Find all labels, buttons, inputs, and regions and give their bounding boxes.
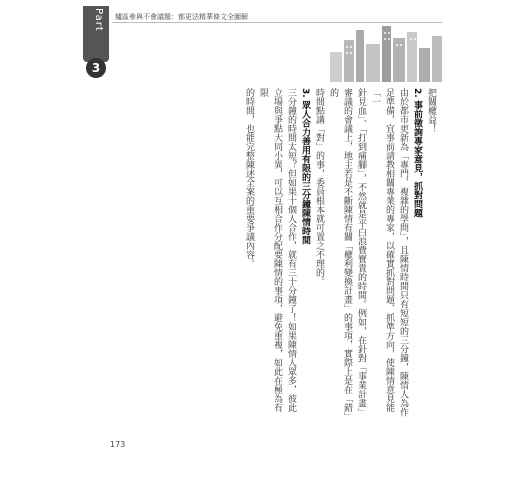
text-line: 把關權益！ — [426, 88, 436, 133]
text-line: 針見血」、「打到痛腳」，不然就是平白浪費寶貴的時間。例如，在針對「事業計畫」 — [356, 88, 366, 417]
section-heading: 3. 眾人合力善用有限的三分鐘陳情時間 — [300, 88, 310, 245]
text-line: 由於都市更新為「專門、複雜的學問」，且陳情時間只有短短的三分鐘，陳情人為作 — [398, 88, 408, 417]
text-line: 的時間，也能完整陳述全案的重要爭議內容。 — [244, 88, 254, 268]
body-text — [183, 88, 438, 418]
running-title: 爐區參與不會議題：都更法精華條文全圖解 — [115, 13, 248, 21]
city-skyline-illustration — [330, 22, 442, 82]
page-number: 173 — [110, 440, 126, 449]
text-line: 立場與爭點大同小異，可以互相合作分配要陳情的事項，避免重複，如此在極為有限 — [258, 88, 282, 412]
part-number-badge: 3 — [86, 58, 106, 78]
text-line: 足準備，宜事前請教相關專業的專家，以確實抓對問題、抓準方向，使陳情意見能「一 — [370, 88, 394, 412]
text-line: 三分鐘的時間太短？但如果十個人合作，就有三十分鐘了！如果陳情人眾多，彼此 — [286, 88, 296, 412]
part-label: Part — [93, 8, 104, 32]
text-line: 時間點講「對」的事，委員根本就可置之不理的。 — [314, 88, 324, 286]
text-line: 審議的會議上，地主若是不斷陳情有關「權利變換計畫」的事項，實際上是在「錯」的 — [328, 88, 352, 417]
section-heading: 2. 事前徵詢專家意見，抓對問題 — [412, 88, 422, 218]
